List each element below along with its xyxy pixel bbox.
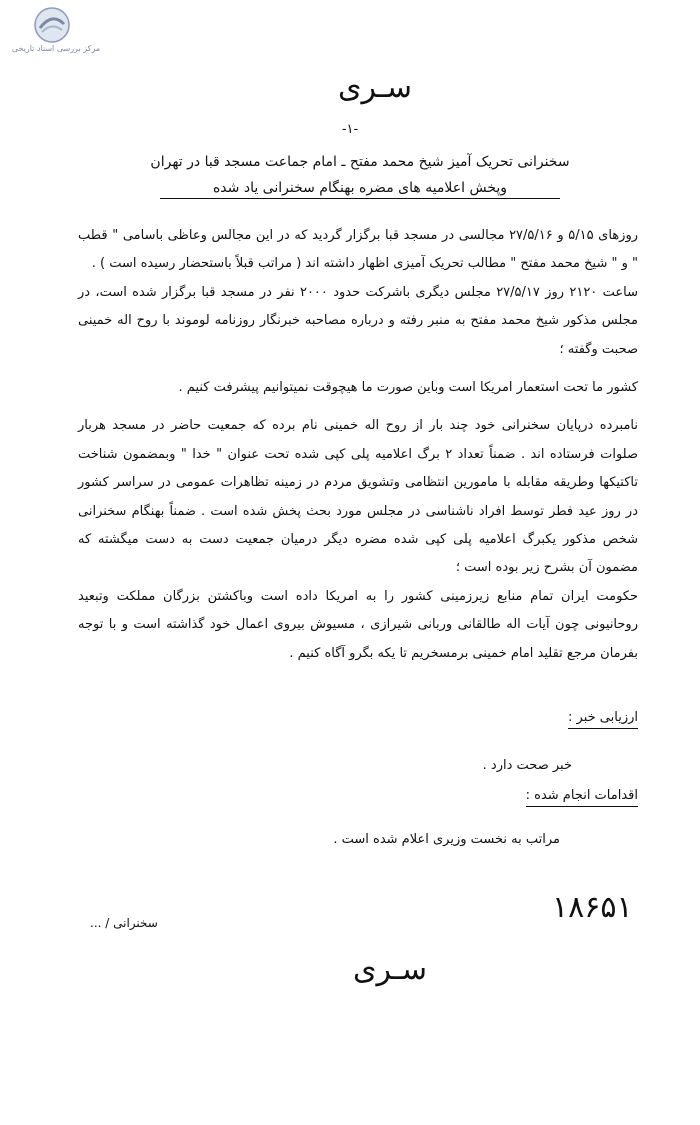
body-paragraph: نامبرده درپایان سخنرانی خود چند بار از روح اله خمینی نام برده که جمعیت حاضر در مسجد هربار صلوات فرستاده اند . ضمناً تعداد ۲ برگ اعلامیه پلی کپی شده تحت عنوان " خدا " وبمضمون شناخت تاکتیکها وطریقه مقابله با مامورین انتظامی وتشویق مردم در زمینه تظاهرات عمومی در سراسر کشور در روز عید فطر توسط افراد ناشناسی در مجلس مورد بحث پخش شده است . ضمناً بهنگام سخنرانی شخص مذکور یکبرگ اعلامیه پلی کپی شده مضره دیگر درمیان جمعیت دست به دست میگشته که مضمون آن بشرح زیر بوده است ؛ (78, 418, 638, 576)
actions-text: مراتب به نخست وزیری اعلام شده است . (333, 832, 560, 847)
document-body (78, 222, 638, 668)
classification-stamp-top: سـرى (338, 70, 412, 105)
evaluation-section (568, 708, 638, 729)
body-paragraph: ساعت ۲۱۲۰ روز ۲۷/۵/۱۷ مجلس دیگری باشرکت حدود ۲۰۰۰ نفر در مسجد قبا برگزار شده است، در مجلس مذکور شیخ محمد مفتح به منبر رفته و درباره مصاحبه خبرنگار روزنامه لوموند با روح اله خمینی صحبت وگفته ؛ (78, 284, 638, 357)
archive-logo-icon (30, 6, 74, 44)
body-paragraph: کشور ما تحت استعمار امریکا است وباین صورت ما هیچوقت نمیتوانیم پیشرفت کنیم . (178, 380, 638, 396)
body-paragraph: روزهای ۵/۱۵ و ۲۷/۵/۱۶ مجالسی در مسجد قبا برگزار گردید که در این مجالس وعاظی باسامی " قطب " و " شیخ محمد مفتح " مطالب تحریک آمیزی اظهار داشته اند ( مراتب قبلاً باستحضار رسیده است ) . (78, 228, 638, 272)
page-number: -۱- (341, 122, 359, 137)
actions-label: اقدامات انجام شده : (526, 786, 638, 807)
evaluation-label: ارزیابی خبر : (568, 708, 638, 729)
document-subtitle: وپخش اعلامیه های مضره بهنگام سخنرانی یاد شده (160, 180, 560, 199)
reference-number: سخنرانی / ... (90, 916, 158, 930)
watermark (8, 6, 101, 56)
watermark-text: مرکز بررسی اسناد تاریخی (11, 44, 101, 53)
document-number: ۱۸۶۵۱ (552, 890, 633, 925)
body-paragraph: حکومت ایران تمام منابع زیرزمینی کشور را به امریکا داده است وباکشتن بزرگان مملکت وتبعید روحانیونی چون آیات اله طالقانی وربانی شیرازی ، مسیوش بیروی اعمال خود گذاشته است و با توجه بفرمان مرجع تقلید امام خمینی برمسخریم تا یکه بگرو آگاه کنیم . (78, 588, 638, 661)
document-title: سخنرانی تحریک آمیز شیخ محمد مفتح ـ امام جماعت مسجد قبا در تهران (150, 154, 570, 170)
classification-stamp-bottom: سـرى (353, 952, 427, 987)
actions-section (526, 786, 638, 807)
evaluation-text: خبر صحت دارد . (482, 758, 572, 773)
